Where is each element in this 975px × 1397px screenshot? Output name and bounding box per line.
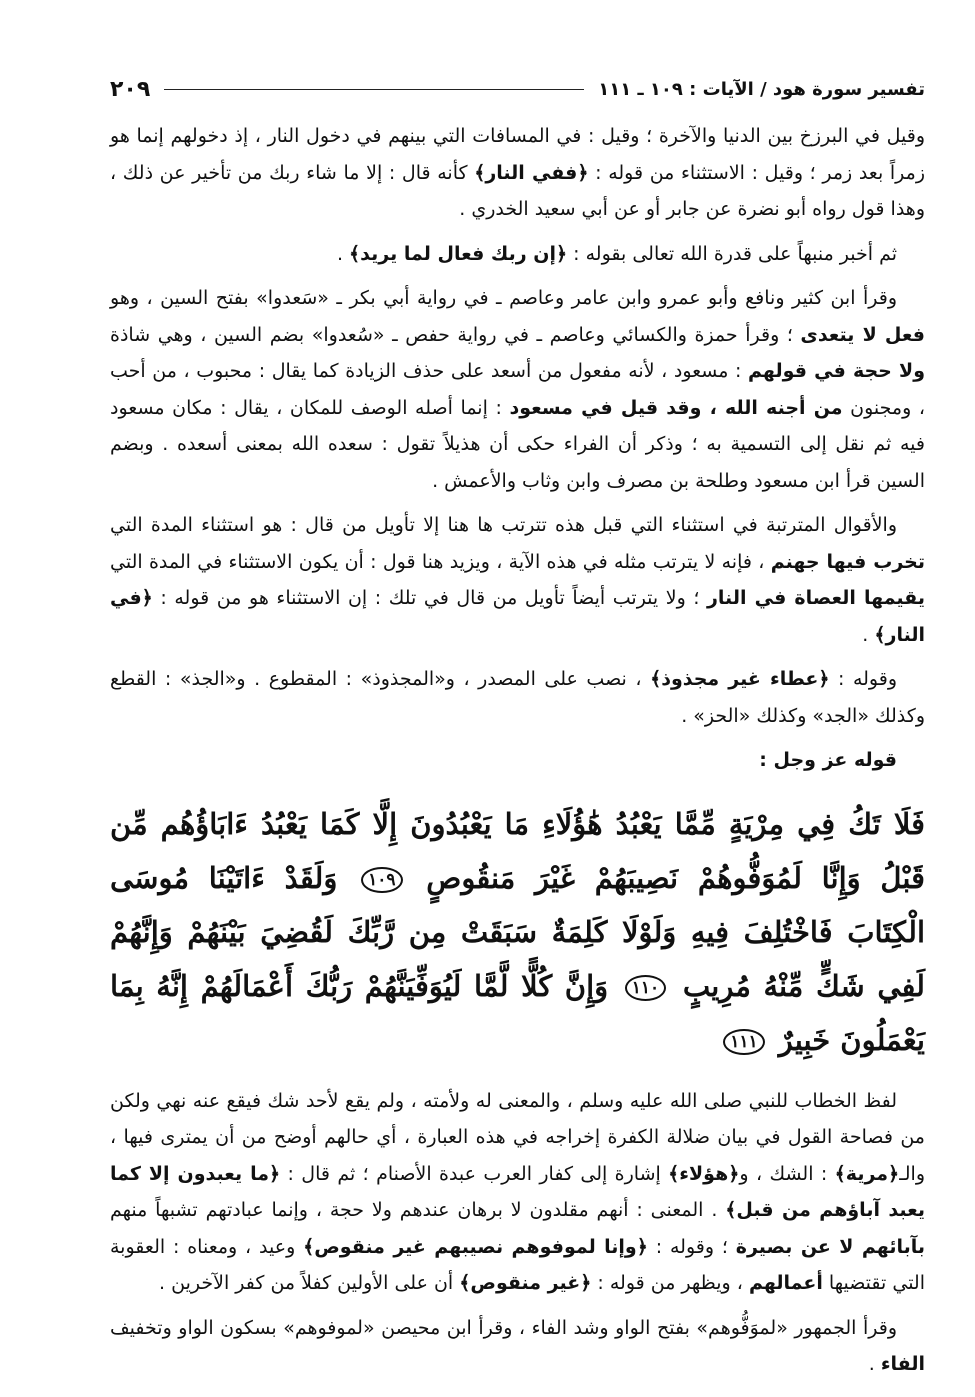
- verse-number-111: ١١١: [723, 1029, 764, 1055]
- paragraph-3: [110, 280, 925, 499]
- text-run: ، ويظهر من قوله :: [591, 1272, 749, 1294]
- verse-110: وَلَقَدْ ءَاتَيْنَا مُوسَى الْكِتَابَ فَاخْتُلِفَ فِيهِ وَلَوْلَا كَلِمَةٌ سَبَقَتْ مِن رَّبِّكَ لَقُضِيَ بَيْنَهُمْ وَإِنَّهُمْ لَفِي شَكٍّ مِّنْهُ مُرِيبٍ: [110, 860, 925, 1003]
- text-run: إشارة إلى كفار العرب عبدة الأصنام ؛ ثم قال :: [280, 1162, 669, 1185]
- text-run: ، فإنه لا يترتب مثله في هذه الآية ، ويزيد هنا قول : أن يكون الاستثناء في المدة التي: [110, 550, 771, 573]
- text-run: لفظ الخطاب للنبي صلى الله عليه وسلم ، والمعنى له ولأمته ، ولم يقع لأحد شك فيقع عنه نهي ولكن من فصاحة القول في بيان ضلالة الكفرة إخراجه في هذه العبارة ، أي حالهم أوضح من أن يمترى فيها ، والـ: [110, 1089, 925, 1185]
- text-run: كأنه قال : إلا ما شاء ربك من تأخير عن ذلك ، وهذا قول رواه أبو نضرة عن جابر أو عن أبي سعيد الخدري .: [110, 161, 925, 220]
- page-header: [110, 72, 925, 106]
- text-run: وقرأ ابن كثير ونافع وأبو عمرو وابن عامر وعاصم ـ في رواية أبي بكر ـ «سَعدوا» بفتح السين ، وهو: [110, 287, 897, 309]
- verse-111: وَإِنَّ كُلًّا لَّمَّا لَيُوَفِّيَنَّهُمْ رَبُّكَ أَعْمَالَهُمْ إِنَّهُ بِمَا يَعْمَلُونَ خَبِيرٌ: [110, 968, 925, 1057]
- text-run: ، نصب على المصدر ، و«المجذوذ» : المقطوع . و«الجذ» : القطع وكذلك «الجد» وكذلك «الحز» .: [110, 668, 925, 727]
- text-run: ثم أخبر منبهاً على قدرة الله تعالى بقوله :: [567, 242, 897, 265]
- bold-run: ولا حجة في قولهم: [748, 360, 925, 382]
- quran-quote: ﴿مرية﴾: [834, 1162, 900, 1185]
- quran-quote: ﴿ففي النار﴾: [474, 161, 589, 184]
- quran-quote: ﴿وإنا لموفوهم نصيبهم غير منقوص﴾: [303, 1235, 648, 1258]
- text-run: وقيل في البرزخ بين الدنيا والآخرة ؛ وقيل : في المسافات التي بينهم في دخول النار ، إذ دخولهم إنما هو زمراً بعد زمر ؛ وقيل : الاستثناء من قوله :: [110, 125, 926, 184]
- text-run: . المعنى : أنهم مقلدون لا برهان عندهم ولا حجة ، وإنما عبادتهم تشبهاً منهم: [110, 1199, 726, 1221]
- verse-109: فَلَا تَكُ فِي مِرْيَةٍ مِّمَّا يَعْبُدُ هَٰؤُلَاءِ مَا يَعْبُدُونَ إِلَّا كَمَا يَعْبُدُ ءَابَاؤُهُم مِّن قَبْلُ وَإِنَّا لَمُوَفُّوهُمْ نَصِيبَهُمْ غَيْرَ مَنقُوصٍ: [110, 806, 925, 895]
- bold-run: يقيمها العصاة في النار: [706, 587, 925, 609]
- quran-quote: ﴿هؤلاء﴾: [668, 1162, 740, 1185]
- text-run: ؛ وقوله :: [647, 1235, 736, 1258]
- bold-run: أعمالهم: [748, 1272, 823, 1294]
- paragraph-7: [110, 1310, 925, 1383]
- verse-intro-text: قوله عز وجل :: [759, 749, 897, 771]
- text-run: .: [868, 1353, 881, 1375]
- paragraph-6: [110, 1083, 925, 1302]
- running-title: تفسير سورة هود / الآيات : ١٠٩ ـ ١١١: [598, 78, 925, 100]
- text-run: وقرأ الجمهور «لموَفُّوهم» بفتح الواو وشد الفاء ، وقرأ ابن محيصن «لموفوهم» بسكون الواو وتخفيف: [110, 1316, 897, 1339]
- quran-quote: ﴿عطاء غير مجذوذ﴾: [650, 668, 830, 690]
- text-run: وقوله :: [829, 668, 897, 690]
- text-run: أن على الأولين كفلاً من كفر الآخرين .: [159, 1272, 460, 1294]
- quran-quote: ﴿إن ربك فعال لما يريد﴾: [349, 242, 568, 265]
- quran-quote: ﴿في النار﴾: [110, 587, 925, 646]
- verse-intro: [110, 742, 925, 779]
- text-run: : الشك ، و: [739, 1162, 835, 1185]
- bold-run: الفاء: [880, 1353, 925, 1375]
- bold-run: بآبائهم لا عن بصيرة: [735, 1235, 925, 1258]
- page-number: ٢٠٩: [110, 76, 151, 102]
- text-run: وعيد ، ومعناه : العقوبة التي تقتضيها: [110, 1235, 925, 1294]
- verse-number-109: ١٠٩: [361, 867, 402, 893]
- text-run: .: [336, 242, 350, 265]
- quran-quote: ﴿غير منقوص﴾: [459, 1272, 592, 1294]
- text-run: : إنما أصله الوصف للمكان ، يقال : مكان مسعود فيه ثم نقل إلى التسمية به ؛ وذكر أن الفراء حكى أن هذيلاً تقول : سعده الله بمعنى أسعده . وبضم السين قرأ ابن مسعود وطلحة بن مصرف وابن وثاب والأعمش .: [110, 396, 925, 492]
- page-body: [110, 118, 925, 1391]
- bold-run: من أجنه الله ، وقد قيل في مسعود: [509, 396, 843, 419]
- paragraph-1: [110, 118, 925, 228]
- text-run: ؛ ولا يترتب أيضاً تأويل من قال في تلك : إن الاستثناء هو من قوله :: [152, 587, 707, 609]
- paragraph-2: [110, 236, 925, 273]
- paragraph-5: [110, 661, 925, 734]
- header-rule: [164, 89, 584, 90]
- text-run: ؛ وقرأ حمزة والكسائي وعاصم ـ في رواية حفص ـ «سُعدوا» بضم السين ، وهي شاذة: [110, 323, 801, 346]
- quran-quote: ﴿ما يعبدون إلا كما يعبد آباؤهم من قبل﴾: [110, 1162, 925, 1221]
- bold-run: تخرب فيها جهنم: [770, 550, 925, 573]
- paragraph-4: [110, 507, 925, 653]
- bold-run: فعل لا يتعدى: [800, 323, 925, 346]
- text-run: : مسعود ، لأنه مفعول من أسعد على حذف الزيادة كما يقال : محبوب ، من أحب ، ومجنون: [110, 360, 925, 419]
- quran-verses: [110, 797, 925, 1067]
- text-run: والأقوال المترتبة في استثناء التي قبل هذه تترتب ها هنا إلا تأويل من قال : هو استثناء المدة التي: [110, 514, 897, 536]
- text-run: .: [862, 623, 875, 646]
- verse-number-110: ١١٠: [625, 975, 666, 1001]
